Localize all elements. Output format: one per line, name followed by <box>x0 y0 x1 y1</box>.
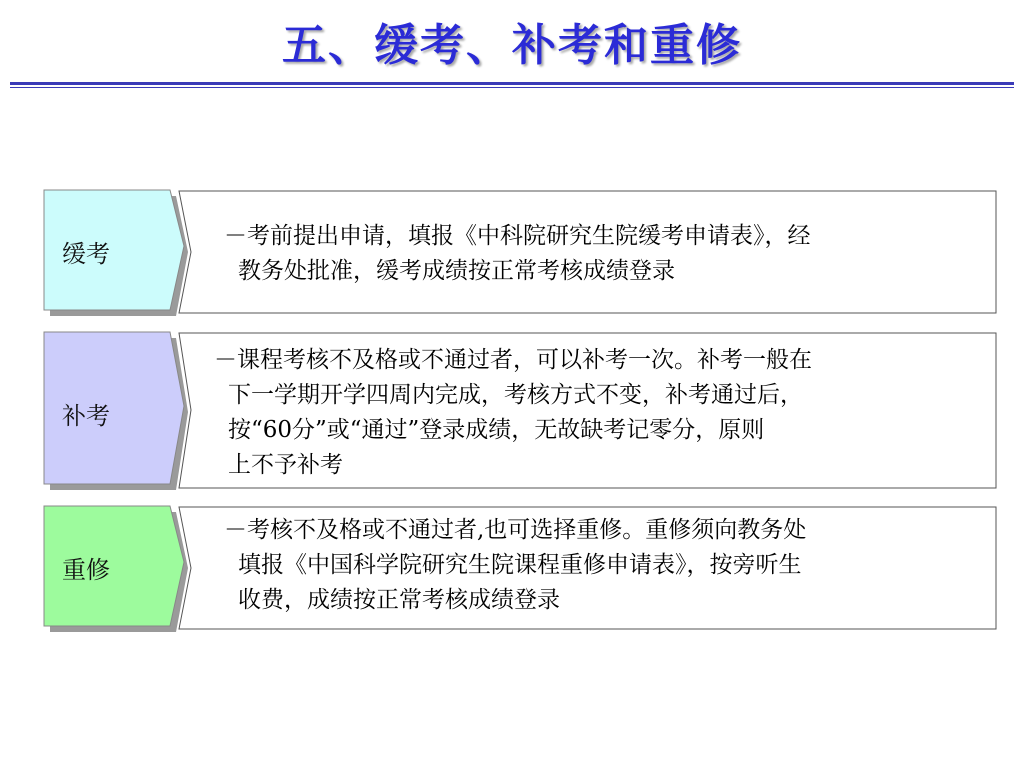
tag-label-chongxiu: 重修 <box>62 556 110 584</box>
text-bukao <box>214 343 812 483</box>
text-line: 收费，成绩按正常考核成绩登录 <box>238 587 560 613</box>
tag-label-bukao: 补考 <box>62 402 110 430</box>
content-box-chongxiu <box>178 506 998 630</box>
text-huankao <box>224 219 811 289</box>
title-underline-thick <box>10 82 1014 85</box>
page-title: 五、缓考、补考和重修 <box>282 20 742 71</box>
text-line: 按“60分”或“通过”登录成绩，无故缺考记零分，原则 <box>228 417 765 443</box>
text-line: －课程考核不及格或不通过者，可以补考一次。补考一般在 <box>214 347 812 373</box>
text-line: －考前提出申请，填报《中科院研究生院缓考申请表》，经 <box>224 223 811 249</box>
text-line: 上不予补考 <box>228 452 343 478</box>
content-box-bukao <box>178 332 998 489</box>
title-underline-thin <box>10 87 1014 88</box>
tag-chongxiu <box>44 506 188 632</box>
tag-bukao <box>44 332 188 490</box>
text-line: －考核不及格或不通过者,也可选择重修。重修须向教务处 <box>224 517 807 543</box>
text-line: 下一学期开学四周内完成，考核方式不变，补考通过后， <box>228 382 803 408</box>
text-chongxiu <box>224 513 806 618</box>
text-line: 填报《中国科学院研究生院课程重修申请表》，按旁听生 <box>238 552 802 578</box>
tag-huankao <box>44 190 188 316</box>
content-box-huankao <box>178 190 998 314</box>
tag-label-huankao: 缓考 <box>62 240 110 268</box>
text-line: 教务处批准，缓考成绩按正常考核成绩登录 <box>238 258 675 284</box>
